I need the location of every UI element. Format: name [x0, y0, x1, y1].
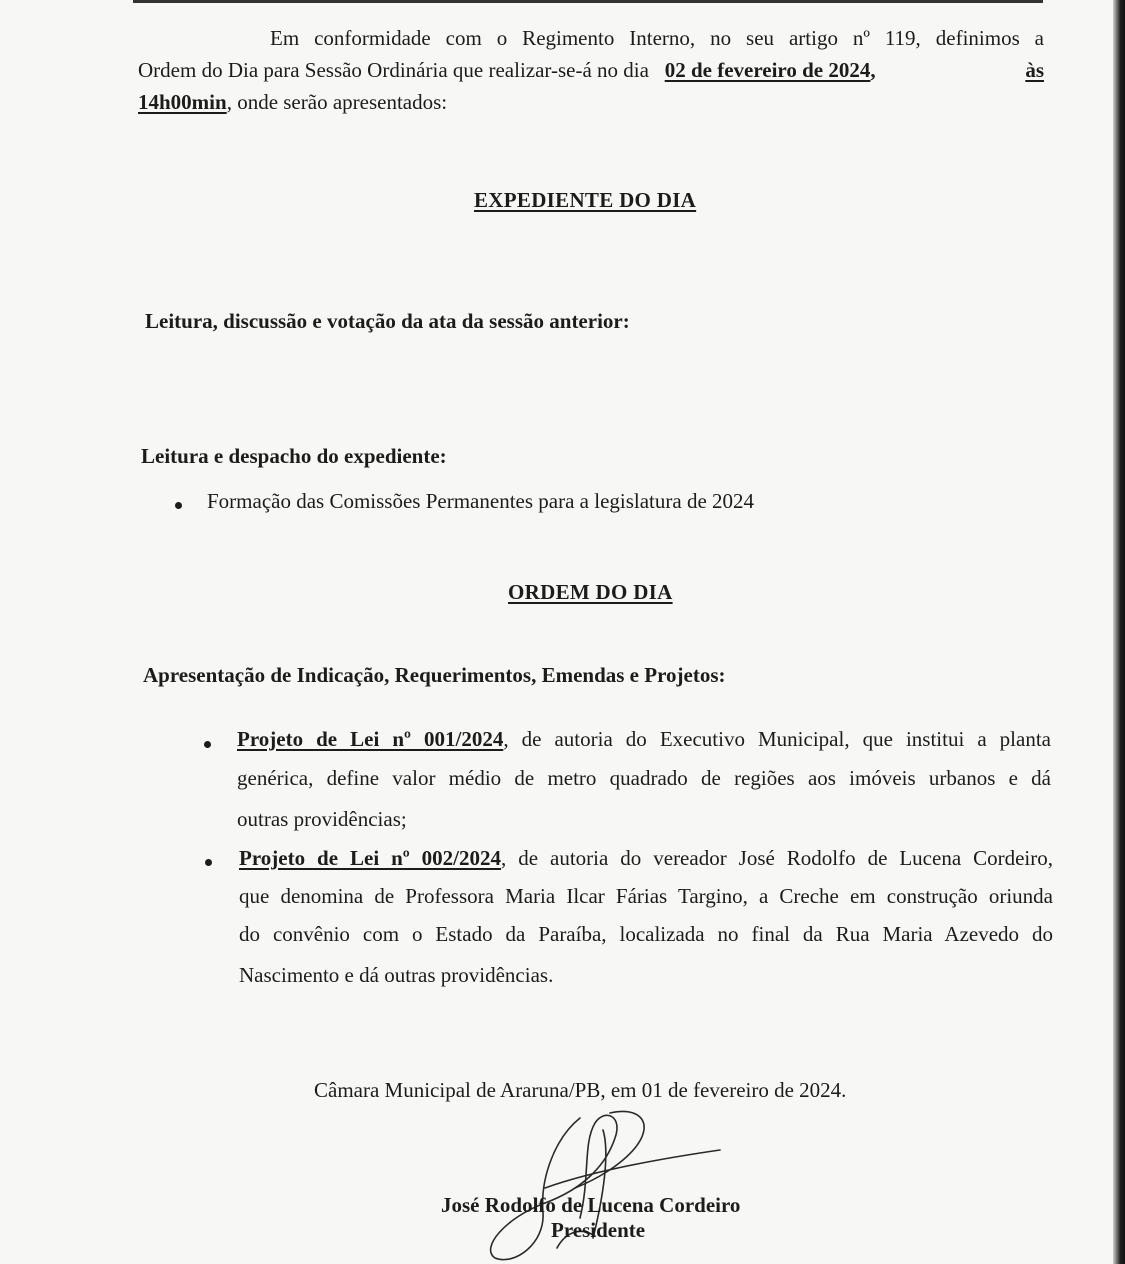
session-date: 02 de fevereiro de 2024: [664, 58, 871, 82]
bullet-icon: [205, 859, 212, 866]
projeto-2-line-4: Nascimento e dá outras providências.: [239, 963, 554, 987]
intro-line-1: Em conformidade com o Regimento Interno, no seu artigo nº 119, definimos a: [270, 26, 1044, 50]
projeto-2-line-2: que denomina de Professora Maria Ilcar Fárias Targino, a Creche em construção oriunda: [239, 884, 1053, 908]
signer-name: José Rodolfo de Lucena Cordeiro: [441, 1193, 741, 1217]
top-rule: [133, 0, 1043, 3]
intro-line-3: [138, 85, 447, 119]
expediente-item: Formação das Comissões Permanentes para a legislatura de 2024: [207, 489, 755, 513]
projeto-1-line-1: [237, 722, 1051, 756]
projeto-1-title: Projeto de Lei nº 001/2024: [237, 727, 504, 751]
projeto-1-line-3: outras providências;: [237, 807, 407, 831]
place-date: Câmara Municipal de Araruna/PB, em 01 de fevereiro de 2024.: [314, 1078, 847, 1102]
signer-role: Presidente: [551, 1218, 646, 1242]
projeto-2-title: Projeto de Lei nº 002/2024: [239, 846, 502, 870]
ata-title: Leitura, discussão e votação da ata da sessão anterior:: [145, 309, 630, 333]
projeto-2-line-3: do convênio com o Estado da Paraíba, localizada no final da Rua Maria Azevedo do: [239, 922, 1053, 946]
apresentacao-title: Apresentação de Indicação, Requerimentos, Emendas e Projetos:: [143, 663, 726, 687]
bullet-icon: [204, 741, 211, 748]
projeto-1-line-2: genérica, define valor médio de metro quadrado de regiões aos imóveis urbanos e dá: [237, 766, 1051, 790]
intro-line-3-rest: , onde serão apresentados:: [226, 90, 448, 114]
intro-line-2-text: Ordem do Dia para Sessão Ordinária que realizar-se-á no dia: [138, 58, 649, 82]
scan-edge-shadow: [1113, 0, 1125, 1264]
time-prefix: às: [1025, 58, 1044, 82]
expediente-heading: EXPEDIENTE DO DIA: [474, 188, 697, 212]
projeto-2-text-1: , de autoria do vereador José Rodolfo de Lucena Cordeiro,: [501, 846, 1053, 870]
projeto-1-text-1: , de autoria do Executivo Municipal, que institui a planta: [503, 727, 1051, 751]
session-time: 14h00min: [138, 90, 227, 114]
ordem-heading: ORDEM DO DIA: [508, 580, 673, 604]
bullet-icon: [175, 502, 182, 509]
projeto-2-line-1: [239, 841, 1053, 875]
despacho-title: Leitura e despacho do expediente:: [141, 444, 447, 468]
intro-line-2: Ordem do Dia para Sessão Ordinária que realizar-se-á no dia 02 de fevereiro de 2024, às: [138, 53, 1044, 87]
